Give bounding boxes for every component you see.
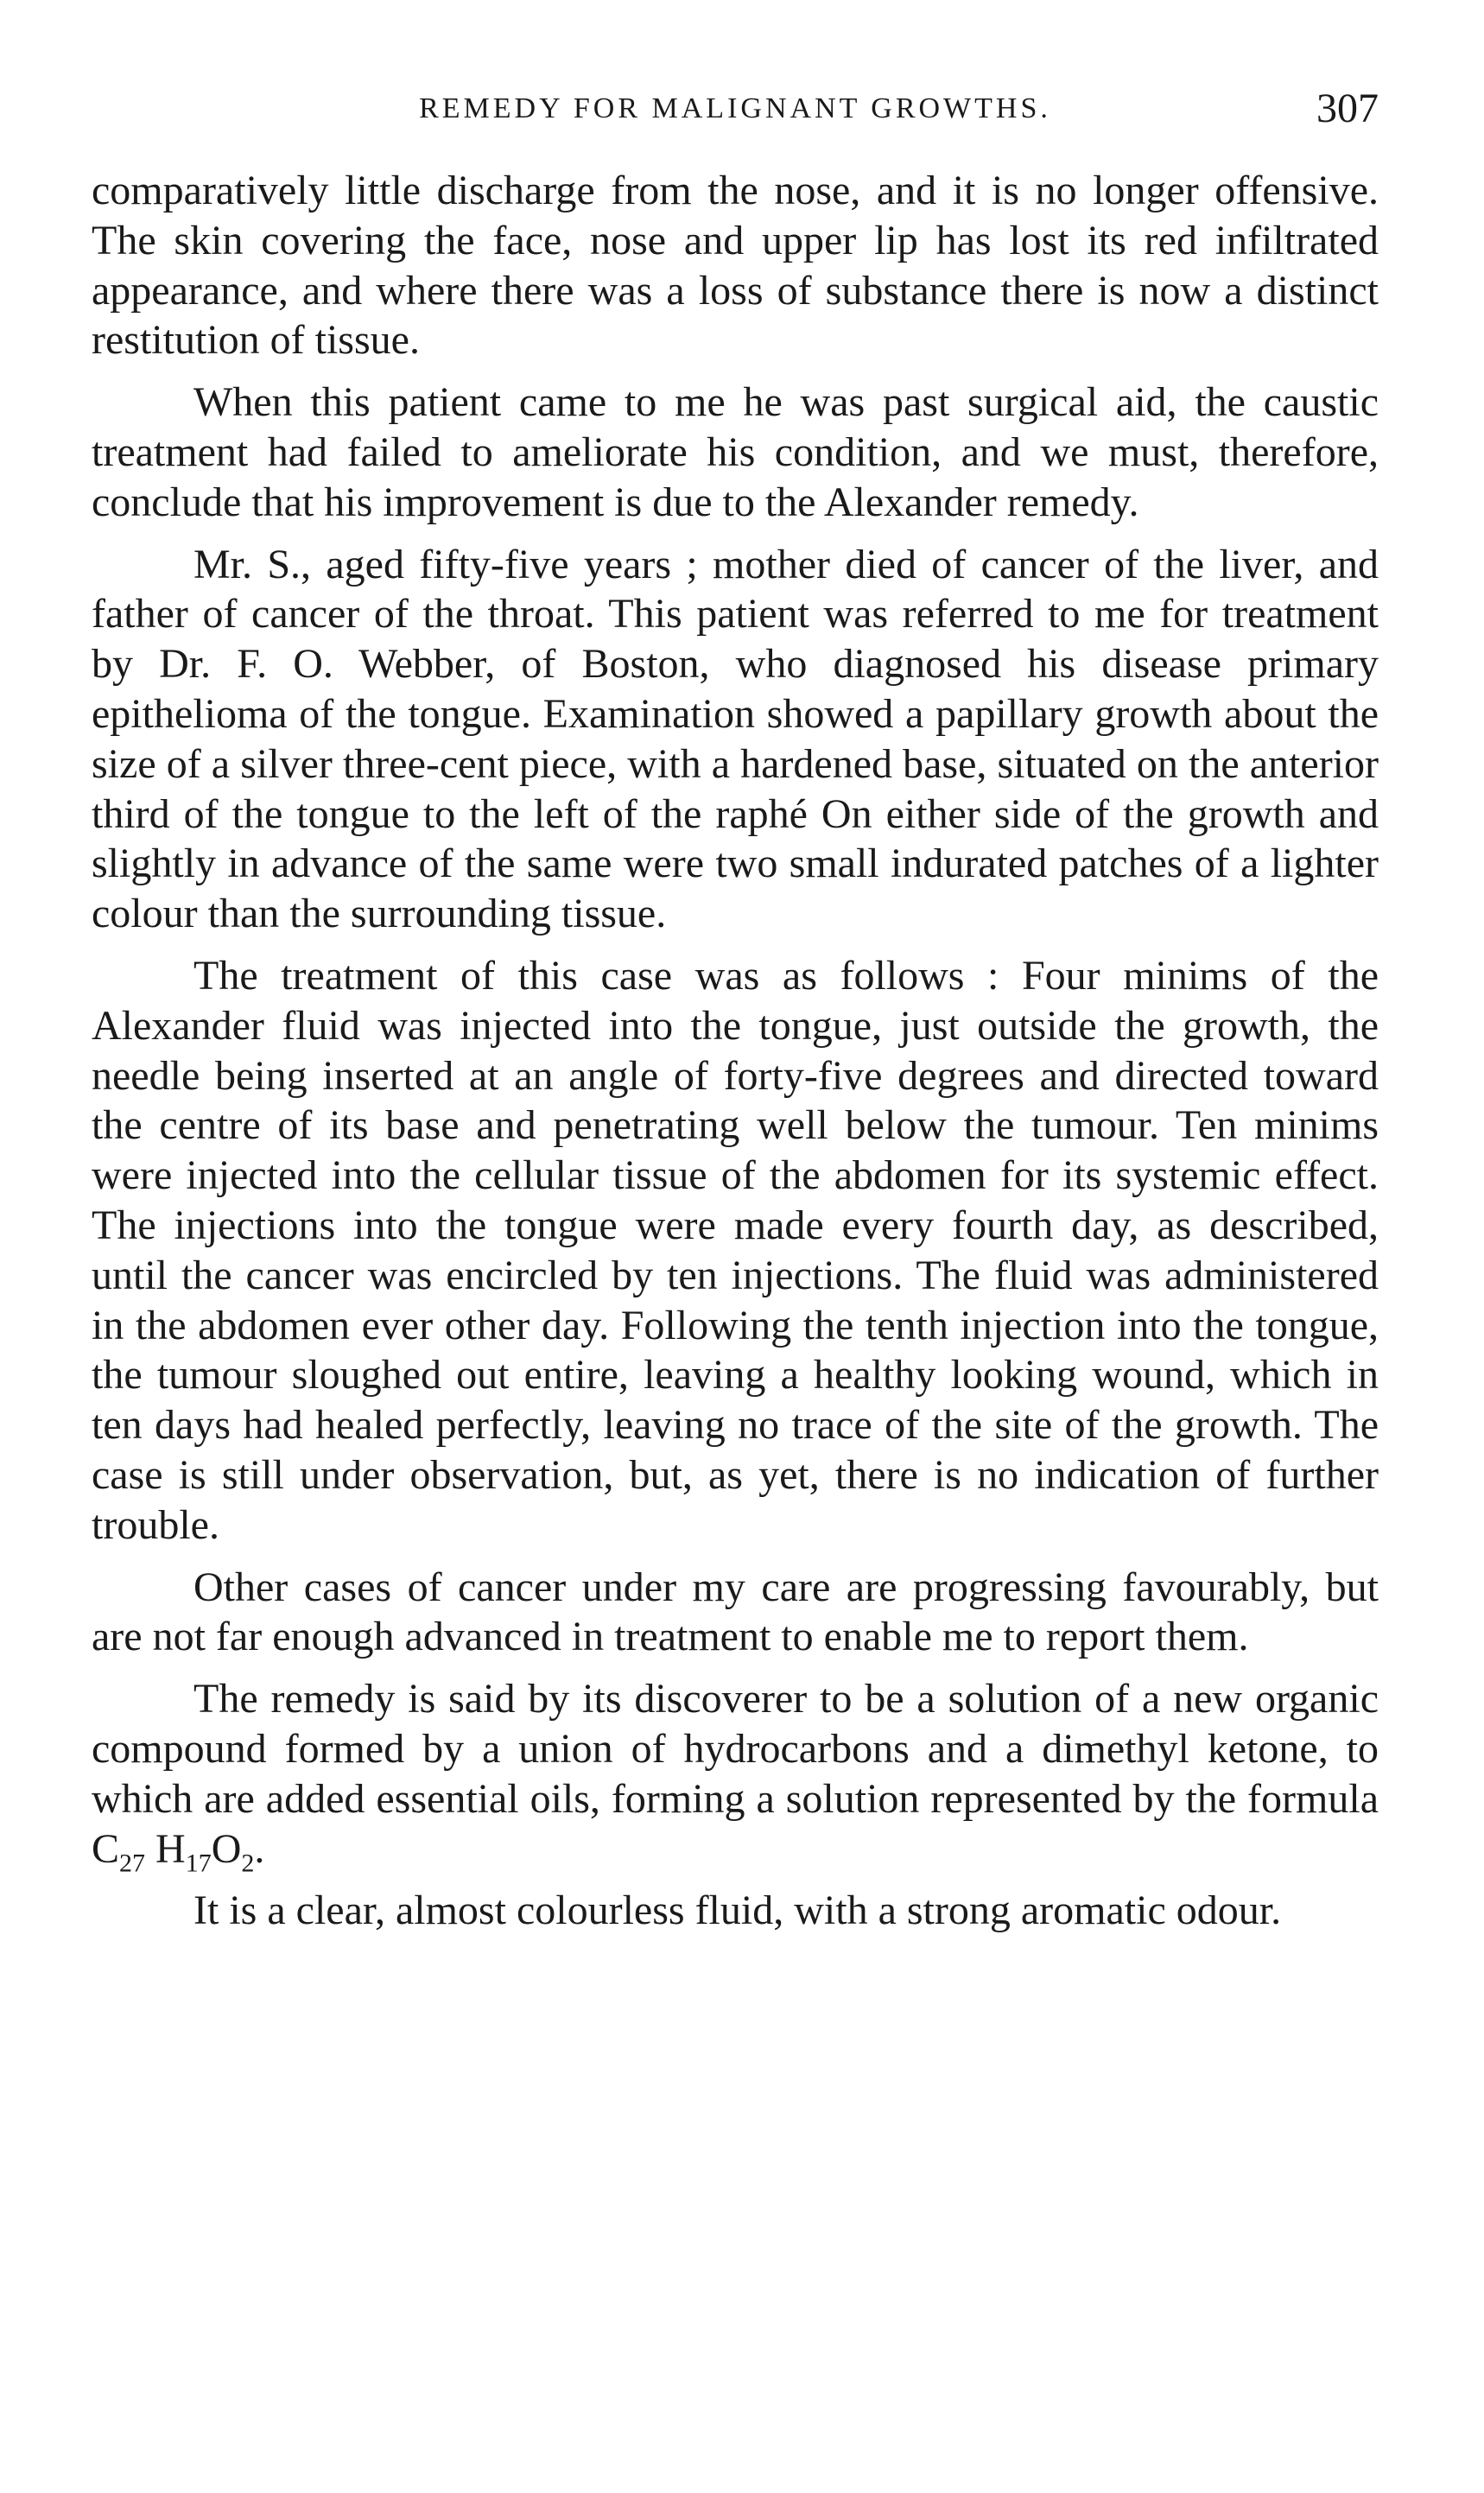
formula — [92, 1825, 265, 1878]
page-number: 307 — [1316, 86, 1379, 131]
formula-end: . — [254, 1825, 265, 1872]
running-title: REMEDY FOR MALIGNANT GROWTHS. — [419, 92, 1051, 124]
formula-oxygen: O — [211, 1825, 242, 1872]
paragraph-description: It is a clear, almost colourless fluid, with a strong aromatic odour. — [193, 1887, 1282, 1934]
text-body — [92, 166, 1379, 1948]
formula-hydrogen: H — [155, 1825, 186, 1872]
paragraph-remedy-formula — [92, 1674, 1379, 1878]
paragraph-case-mr-s: Mr. S., aged fifty-five years ; mother died of cancer of the liver, and father of cancer of the throat. This patient was referred to me for treatment by Dr. F. O. Webber, of Boston, who diagnosed his disease primary epithelioma of the tongue. Examination showed a papillary growth about the size of a silver three-cent piece, with a hardened base, situated on the anterior third of the tongue to the left of the raphé On either side of the growth and slightly in advance of the same were two small indurated patches of a lighter colour than the surrounding tissue. — [92, 541, 1379, 937]
formula-carbon: C — [92, 1825, 120, 1872]
paragraph-surgical-aid: When this patient came to me he was past surgical aid, the caustic treatment had failed to ameliorate his condition, and we must, therefore, conclude that his improvement is due to the Alexander remedy. — [92, 379, 1379, 525]
paragraph-other-cases: Other cases of cancer under my care are progressing favourably, but are not far enough advanced in treatment to enable me to report them. — [92, 1564, 1379, 1660]
formula-intro-text: The remedy is said by its discoverer to be a solution of a new organic compound formed by a union of hydrocarbons and a dimethyl ketone, to which are added essential oils, forming a solution represented by the formula — [92, 1676, 1379, 1822]
formula-carbon-count: 27 — [119, 1849, 146, 1878]
formula-oxygen-count: 2 — [241, 1849, 255, 1878]
paragraph-continuation: comparatively little discharge from the nose, and it is no longer offensive. The skin covering the face, nose and upper lip has lost its red infiltrated appearance, and where there was a loss of substance there is now a distinct restitution of tissue. — [92, 168, 1379, 364]
paragraph-treatment: The treatment of this case was as follows : Four minims of the Alexander fluid was injected into the tongue, just outside the growth, the needle being inserted at an angle of forty-five degrees and directed toward the centre of its base and penetrating well below the tumour. Ten minims were injected into the cellular tissue of the abdomen for its systemic effect. The injections into the tongue were made every fourth day, as described, until the cancer was encircled by ten injections. The fluid was administered in the abdomen ever other day. Following the tenth injection into the tongue, the tumour sloughed out entire, leaving a healthy looking wound, which in ten days had healed perfectly, leaving no trace of the site of the growth. The case is still under observation, but, as yet, there is no indication of further trouble. — [92, 952, 1379, 1548]
formula-hydrogen-count: 17 — [185, 1849, 212, 1878]
running-head — [92, 83, 1379, 135]
